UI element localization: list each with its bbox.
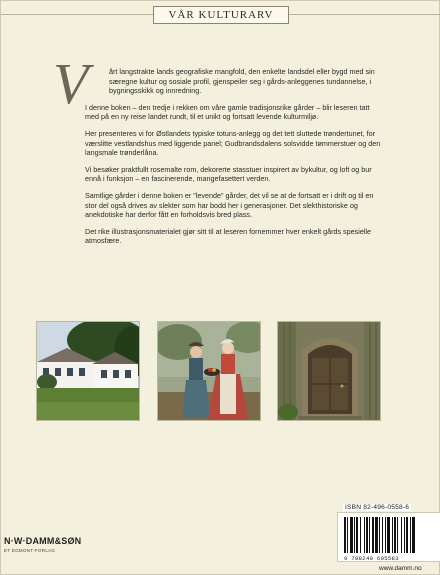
paragraph-1: årt langstrakte lands geografiske mangfold, den enkelte landsdel eller bygd med sin særegne kultur og sosiale profil, gjenspeiler seg i gårds-anleggenes tundannelse, i bygningsskikk og innredning. bbox=[109, 67, 375, 96]
paragraph-3: Her presenteres vi for Østlandets typiske totuns-anlegg og det tett sluttede trøndertunet, for værslitte vestlandshus med liggende panel; Gudbrandsdalens solsvidde tømmerstuer og den langsmale trønderlåna. bbox=[85, 128, 381, 158]
photo-door bbox=[277, 321, 381, 421]
paragraph-5: Samtlige gårder i denne boken er "levende" gårder, det vil se at de fortsatt er i drift og til en stor del også drives av slekter som har bodd her i generasjoner. Det slekthistoriske og anekdotiske har derfor fått en forholdsvis bred plass. bbox=[85, 190, 374, 220]
publisher-subline: ET EGMONT-FORLAG bbox=[4, 548, 56, 553]
paragraph-4: Vi besøker praktfullt rosemalte rom, dekorerte stasstuer inspirert av bykultur, og loft og bur ennå i funksjon – en fascinerende, mangefasettert verden. bbox=[85, 164, 372, 184]
barcode-digits: 9 788249 605583 bbox=[344, 555, 399, 562]
paragraph-2: I denne boken – den tredje i rekken om våre gamle tradisjonsrike gårder – blir leseren tatt med på en ny reise landet rundt, til et unikt og fortsatt levende kulturmiljø. bbox=[85, 102, 370, 122]
photo-painting bbox=[157, 321, 261, 421]
publisher-logo: N·W·DAMM&SØN bbox=[4, 536, 82, 546]
photo-farmhouse bbox=[36, 321, 140, 421]
paragraph-6: Det rike illustrasjonsmaterialet gjør sitt til at leseren fornemmer hver enkelt gårds spesielle atmosfære. bbox=[85, 226, 372, 246]
drop-cap: V bbox=[53, 51, 89, 116]
website: www.damm.no bbox=[379, 565, 422, 572]
isbn: ISBN 82-496-0558-6 bbox=[345, 504, 410, 511]
series-label: VÅR KULTURARV bbox=[153, 6, 289, 24]
blurb-text bbox=[85, 67, 385, 253]
